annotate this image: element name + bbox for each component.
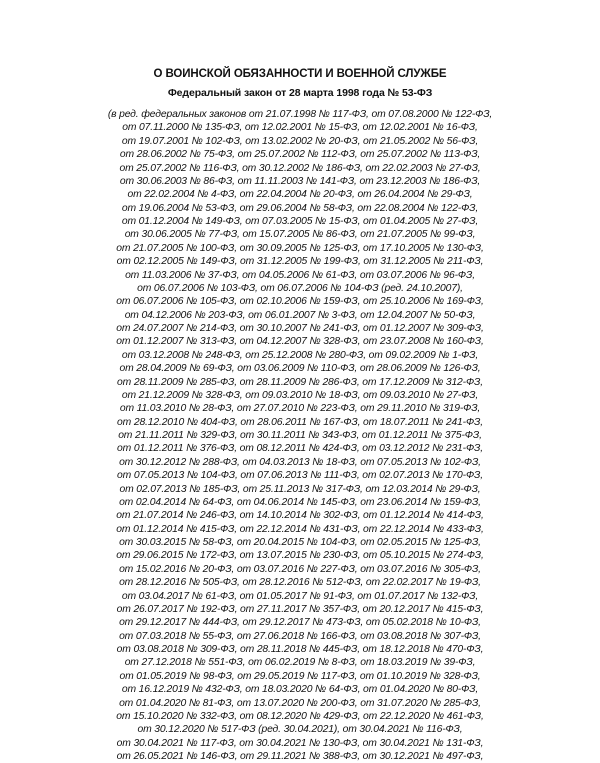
amendment-line: от 25.07.2002 № 116-ФЗ, от 30.12.2002 № 186-ФЗ, от 22.02.2003 № 27-ФЗ,	[119, 162, 481, 174]
amendment-line: от 30.06.2005 № 77-ФЗ, от 15.07.2005 № 86-ФЗ, от 21.07.2005 № 99-ФЗ,	[124, 229, 476, 241]
amendment-line: от 01.12.2014 № 415-ФЗ, от 22.12.2014 № 431-ФЗ, от 22.12.2014 № 433-ФЗ,	[116, 523, 484, 535]
amendment-line: от 21.07.2005 № 100-ФЗ, от 30.09.2005 № 125-ФЗ, от 17.10.2005 № 130-ФЗ,	[116, 242, 484, 254]
amendments-list	[100, 108, 500, 763]
document-title: О ВОИНСКОЙ ОБЯЗАННОСТИ И ВОЕННОЙ СЛУЖБЕ	[153, 68, 447, 80]
amendment-line: от 15.02.2016 № 20-ФЗ, от 03.07.2016 № 227-ФЗ, от 03.07.2016 № 305-ФЗ,	[119, 563, 481, 575]
amendment-line: от 28.11.2009 № 285-ФЗ, от 28.11.2009 № 286-ФЗ, от 17.12.2009 № 312-ФЗ,	[117, 376, 483, 388]
amendment-line: от 03.08.2018 № 309-ФЗ, от 28.11.2018 № 445-ФЗ, от 18.12.2018 № 470-ФЗ,	[116, 644, 484, 655]
amendment-line: от 01.12.2011 № 376-ФЗ, от 08.12.2011 № 424-ФЗ, от 03.12.2012 № 231-ФЗ,	[117, 443, 483, 455]
amendment-line: от 30.06.2003 № 86-ФЗ, от 11.11.2003 № 141-ФЗ, от 23.12.2003 № 186-ФЗ,	[119, 175, 481, 187]
amendment-line: от 19.07.2001 № 102-ФЗ, от 13.02.2002 № 20-ФЗ, от 21.05.2002 № 56-ФЗ,	[121, 135, 479, 147]
amendment-line: от 24.07.2007 № 214-ФЗ, от 30.10.2007 № 241-ФЗ, от 01.12.2007 № 309-ФЗ,	[116, 323, 484, 334]
amendment-line: от 15.10.2020 № 332-ФЗ, от 08.12.2020 № 429-ФЗ, от 22.12.2020 № 461-ФЗ,	[116, 710, 484, 722]
amendment-line: от 07.03.2018 № 55-ФЗ, от 27.06.2018 № 166-ФЗ, от 03.08.2018 № 307-ФЗ,	[119, 630, 481, 642]
amendment-line: от 07.05.2013 № 104-ФЗ, от 07.06.2013 № 111-ФЗ, от 02.07.2013 № 170-ФЗ,	[117, 470, 483, 482]
amendment-line: от 01.04.2020 № 81-ФЗ, от 13.07.2020 № 200-ФЗ, от 31.07.2020 № 285-ФЗ,	[119, 697, 481, 709]
amendment-line: от 28.04.2009 № 69-ФЗ, от 03.06.2009 № 110-ФЗ, от 28.06.2009 № 126-ФЗ,	[119, 363, 481, 375]
amendment-line: от 03.12.2008 № 248-ФЗ, от 25.12.2008 № 280-ФЗ, от 09.02.2009 № 1-ФЗ,	[121, 349, 479, 361]
amendment-line: от 26.07.2017 № 192-ФЗ, от 27.11.2017 № 357-ФЗ, от 20.12.2017 № 415-ФЗ,	[116, 603, 484, 615]
amendment-line: от 03.04.2017 № 61-ФЗ, от 01.05.2017 № 91-ФЗ, от 01.07.2017 № 132-ФЗ,	[121, 590, 479, 602]
amendment-line: от 21.11.2011 № 329-ФЗ, от 30.11.2011 № 343-ФЗ, от 01.12.2011 № 375-ФЗ,	[118, 430, 482, 441]
amendment-line: от 01.05.2019 № 98-ФЗ, от 29.05.2019 № 117-ФЗ, от 01.10.2019 № 328-ФЗ,	[119, 670, 481, 682]
amendment-line: от 01.12.2007 № 313-ФЗ, от 04.12.2007 № 328-ФЗ, от 23.07.2008 № 160-ФЗ,	[116, 336, 484, 348]
amendment-line: от 26.05.2021 № 146-ФЗ, от 29.11.2021 № 388-ФЗ, от 30.12.2021 № 497-ФЗ,	[116, 751, 484, 762]
amendment-line: от 02.07.2013 № 185-ФЗ, от 25.11.2013 № 317-ФЗ, от 12.03.2014 № 29-ФЗ,	[119, 483, 481, 495]
amendment-line: от 04.12.2006 № 203-ФЗ, от 06.01.2007 № 3-ФЗ, от 12.04.2007 № 50-ФЗ,	[124, 309, 476, 321]
amendment-line: от 19.06.2004 № 53-ФЗ, от 29.06.2004 № 58-ФЗ, от 22.08.2004 № 122-ФЗ,	[121, 202, 479, 214]
amendment-line: от 29.06.2015 № 172-ФЗ, от 13.07.2015 № 230-ФЗ, от 05.10.2015 № 274-ФЗ,	[116, 550, 484, 562]
amendment-line: от 21.12.2009 № 328-ФЗ, от 09.03.2010 № 18-ФЗ, от 09.03.2010 № 27-ФЗ,	[121, 389, 479, 401]
amendment-line: от 30.03.2015 № 58-ФЗ, от 20.04.2015 № 104-ФЗ, от 02.05.2015 № 125-ФЗ,	[119, 537, 481, 548]
amendment-line: от 07.11.2000 № 135-ФЗ, от 12.02.2001 № 15-ФЗ, от 12.02.2001 № 16-ФЗ,	[122, 122, 478, 134]
amendment-line: от 02.04.2014 № 64-ФЗ, от 04.06.2014 № 145-ФЗ, от 23.06.2014 № 159-ФЗ,	[119, 496, 481, 508]
amendment-line: от 22.02.2004 № 4-ФЗ, от 22.04.2004 № 20-ФЗ, от 26.04.2004 № 29-ФЗ,	[127, 189, 473, 201]
document-subtitle: Федеральный закон от 28 марта 1998 года № 53-ФЗ	[167, 87, 433, 99]
amendment-line: от 02.12.2005 № 149-ФЗ, от 31.12.2005 № 199-ФЗ, от 31.12.2005 № 211-ФЗ,	[116, 256, 484, 268]
amendment-line: от 28.12.2016 № 505-ФЗ, от 28.12.2016 № 512-ФЗ, от 22.02.2017 № 19-ФЗ,	[119, 577, 481, 589]
amendment-line: от 11.03.2006 № 37-ФЗ, от 04.05.2006 № 61-ФЗ, от 03.07.2006 № 96-ФЗ,	[125, 269, 475, 281]
amendment-line: от 28.12.2010 № 404-ФЗ, от 28.06.2011 № 167-ФЗ, от 18.07.2011 № 241-ФЗ,	[117, 416, 483, 428]
amendment-line: от 06.07.2006 № 105-ФЗ, от 02.10.2006 № 159-ФЗ, от 25.10.2006 № 169-ФЗ,	[116, 296, 484, 308]
amendment-line: от 30.12.2020 № 517-ФЗ (ред. 30.04.2021), от 30.04.2021 № 116-ФЗ,	[137, 724, 463, 736]
amendment-line: от 28.06.2002 № 75-ФЗ, от 25.07.2002 № 112-ФЗ, от 25.07.2002 № 113-ФЗ,	[119, 149, 481, 161]
amendment-line: от 30.12.2012 № 288-ФЗ, от 04.03.2013 № 18-ФЗ, от 07.05.2013 № 102-ФЗ,	[119, 456, 481, 468]
amendment-line: от 21.07.2014 № 246-ФЗ, от 14.10.2014 № 302-ФЗ, от 01.12.2014 № 414-ФЗ,	[116, 510, 484, 522]
amendment-line: от 06.07.2006 № 103-ФЗ, от 06.07.2006 № 104-ФЗ (ред. 24.10.2007),	[137, 282, 463, 294]
amendment-line: от 16.12.2019 № 432-ФЗ, от 18.03.2020 № 64-ФЗ, от 01.04.2020 № 80-ФЗ,	[121, 684, 479, 696]
amendment-line: (в ред. федеральных законов от 21.07.1998 № 117-ФЗ, от 07.08.2000 № 122-ФЗ,	[107, 109, 493, 120]
amendment-line: от 30.04.2021 № 117-ФЗ, от 30.04.2021 № 130-ФЗ, от 30.04.2021 № 131-ФЗ,	[116, 737, 484, 749]
amendment-line: от 29.12.2017 № 444-ФЗ, от 29.12.2017 № 473-ФЗ, от 05.02.2018 № 10-ФЗ,	[119, 617, 481, 629]
amendment-line: от 11.03.2010 № 28-ФЗ, от 27.07.2010 № 223-ФЗ, от 29.11.2010 № 319-ФЗ,	[119, 403, 481, 415]
amendment-line: от 27.12.2018 № 551-ФЗ, от 06.02.2019 № 8-ФЗ, от 18.03.2019 № 39-ФЗ,	[124, 657, 476, 669]
amendment-line: от 01.12.2004 № 149-ФЗ, от 07.03.2005 № 15-ФЗ, от 01.04.2005 № 27-ФЗ,	[121, 216, 479, 227]
